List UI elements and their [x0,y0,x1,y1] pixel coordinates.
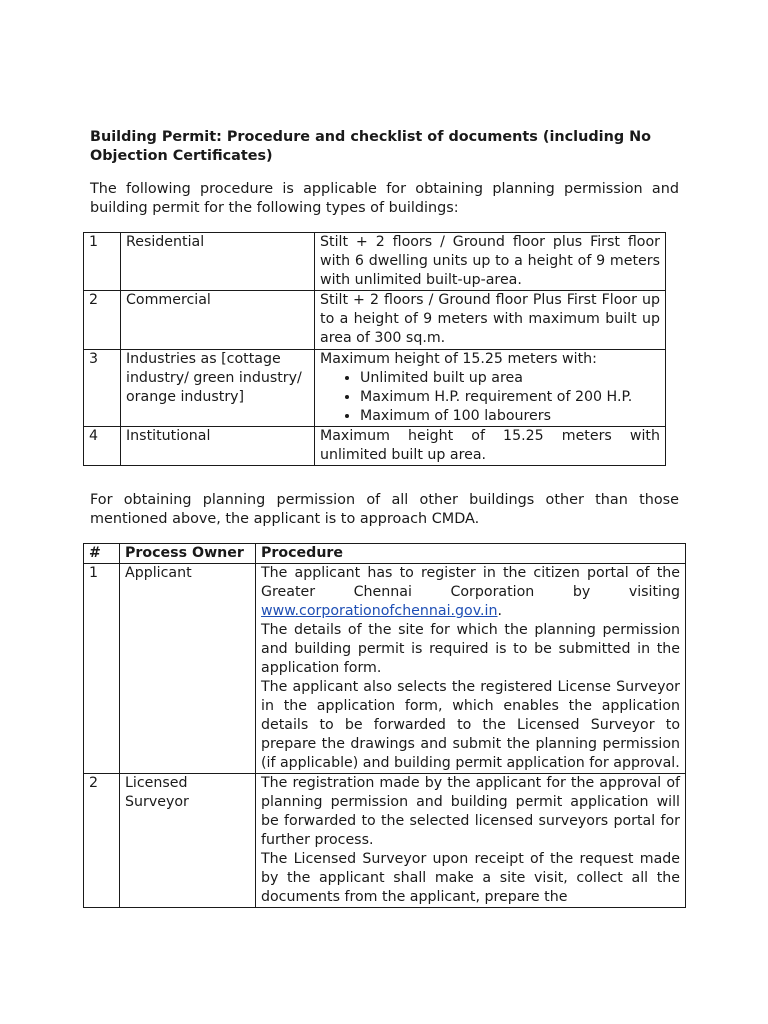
building-type-description: Stilt + 2 floors / Ground floor plus First floor with 6 dwelling units up to a height of 9 meters with unlimited built-up-area. [315,233,666,291]
column-header-number: # [84,544,120,564]
document-title: Building Permit: Procedure and checklist of documents (including No Objection Certificates) [90,129,652,164]
procedure-text [256,774,686,908]
procedure-text [256,564,686,774]
building-type: Residential [121,233,315,291]
procedure-paragraph: The Licensed Surveyor upon receipt of the request made by the applicant shall make a site visit, collect all the documents from the applicant, prepare the [261,851,680,905]
table-row [84,291,666,350]
process-owner: Licensed Surveyor [120,774,256,908]
column-header-owner: Process Owner [120,544,256,564]
procedure-text-segment: . [497,603,502,619]
process-table [83,543,686,908]
procedure-text-segment: The applicant has to register in the citizen portal of the Greater Chennai Corporation by visiting [261,565,680,600]
table-row [84,427,666,466]
building-type-description: Stilt + 2 floors / Ground floor Plus First Floor up to a height of 9 meters with maximum built up area of 300 sq.m. [315,291,666,350]
intro-paragraph: The following procedure is applicable for obtaining planning permission and building permit for the following types of buildings: [90,181,679,216]
row-number: 1 [84,233,121,291]
list-item: • Maximum of 100 labourers [360,407,660,426]
row-number: 4 [84,427,121,466]
table-row [84,774,686,908]
building-type: Industries as [cottage industry/ green industry/ orange industry] [121,350,315,427]
requirements-list [320,369,660,426]
table-row [84,350,666,427]
building-type: Commercial [121,291,315,350]
row-number: 2 [84,774,120,908]
process-owner: Applicant [120,564,256,774]
building-type-description: Maximum height of 15.25 meters with unlimited built up area. [315,427,666,466]
corporation-website-link[interactable]: www.corporationofchennai.gov.in [261,603,498,619]
table-row [84,564,686,774]
building-types-table [83,232,666,466]
list-item: • Maximum H.P. requirement of 200 H.P. [360,388,660,407]
column-header-procedure: Procedure [256,544,686,564]
procedure-paragraph: The applicant also selects the registered License Surveyor in the application form, which enables the application details to be forwarded to the Licensed Surveyor to prepare the drawings and submit the planning permission (if applicable) and building permit application for approval. [261,679,680,771]
procedure-paragraph [261,564,680,621]
row-number: 3 [84,350,121,427]
procedure-paragraph: The registration made by the applicant for the approval of planning permission and building permit application will be forwarded to the selected licensed surveyors portal for further process. [261,775,680,848]
table-header-row [84,544,686,564]
row-number: 1 [84,564,120,774]
row-number: 2 [84,291,121,350]
building-type: Institutional [121,427,315,466]
description-lead: Maximum height of 15.25 meters with: [320,351,597,367]
table-row [84,233,666,291]
cmda-note-paragraph: For obtaining planning permission of all other buildings other than those mentioned above, the applicant is to approach CMDA. [90,492,679,527]
procedure-paragraph: The details of the site for which the planning permission and building permit is required is to be submitted in the application form. [261,622,680,676]
list-item: • Unlimited built up area [360,369,660,388]
building-type-description [315,350,666,427]
